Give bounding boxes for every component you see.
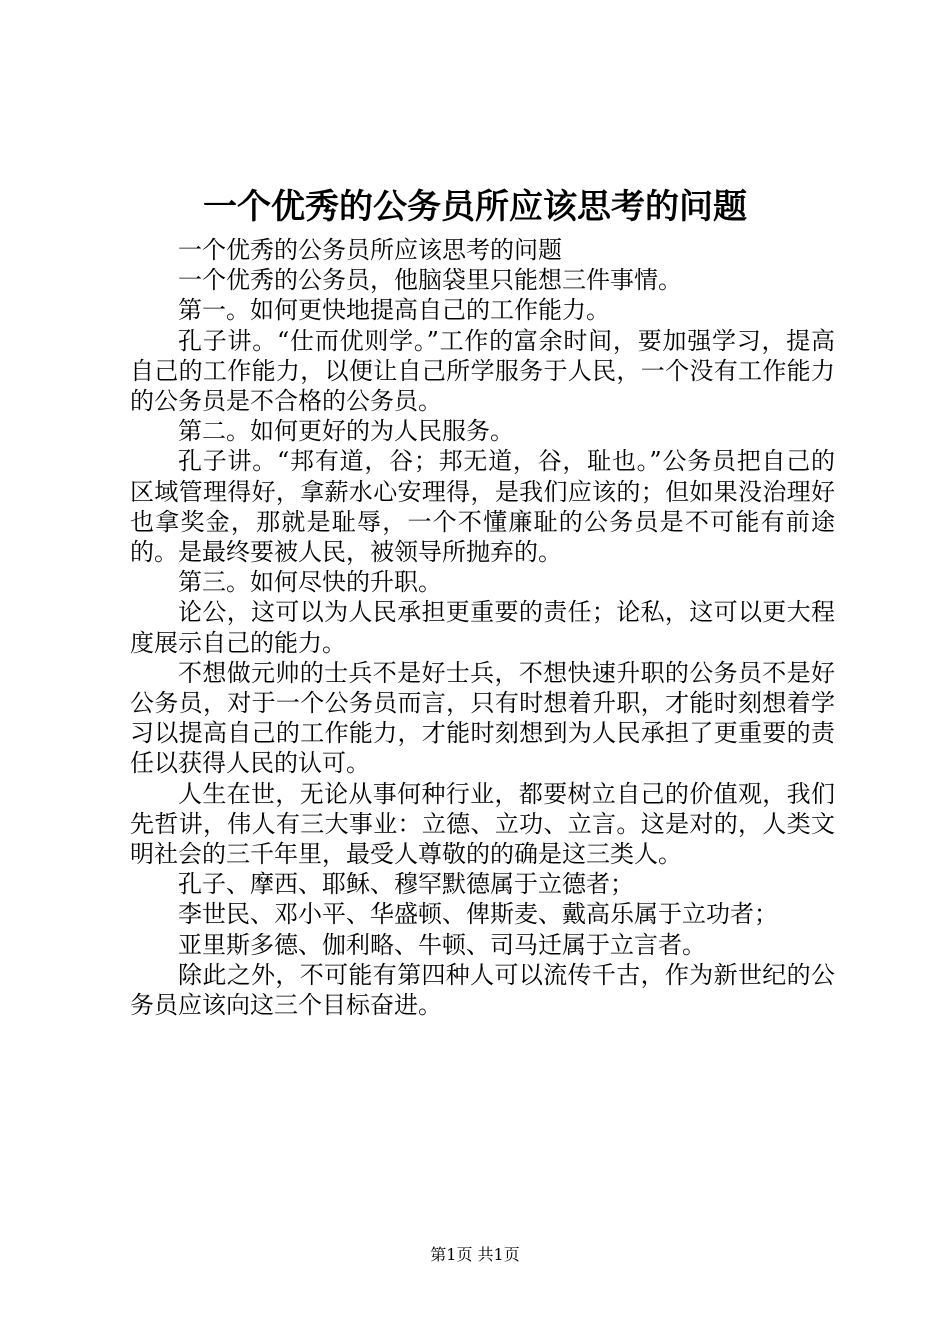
document-body xyxy=(130,235,835,1020)
paragraph: 人生在世，无论从事何种行业，都要树立自己的价值观，我们先哲讲，伟人有三大事业：立德、立功、立言。这是对的，人类文明社会的三千年里，最受人尊敬的的确是这三类人。 xyxy=(130,779,835,869)
paragraph: 孔子、摩西、耶稣、穆罕默德属于立德者； xyxy=(178,870,634,899)
paragraph: 一个优秀的公务员，他脑袋里只能想三件事情。 xyxy=(178,266,682,295)
paragraph: 论公，这可以为人民承担更重要的责任；论私，这可以更大程度展示自己的能力。 xyxy=(130,598,835,657)
paragraph: 第三。如何尽快的升职。 xyxy=(178,568,442,597)
document-title: 一个优秀的公务员所应该思考的问题 xyxy=(203,187,747,227)
paragraph: 李世民、邓小平、华盛顿、俾斯麦、戴高乐属于立功者； xyxy=(178,900,778,929)
paragraph: 第二。如何更好的为人民服务。 xyxy=(178,417,514,446)
paragraph: 不想做元帅的士兵不是好士兵，不想快速升职的公务员不是好公务员，对于一个公务员而言，只有时想着升职，才能时刻想着学习以提高自己的工作能力，才能时刻想到为人民承担了更重要的责任以获得人民的认可。 xyxy=(130,658,835,778)
paragraph: 第一。如何更快地提高自己的工作能力。 xyxy=(178,296,610,325)
paragraph: 孔子讲。“邦有道，谷；邦无道，谷，耻也。”公务员把自己的区域管理得好，拿薪水心安理得，是我们应该的；但如果没治理好也拿奖金，那就是耻辱，一个不懂廉耻的公务员是不可能有前途的。是最终要被人民，被领导所抛弃的。 xyxy=(130,447,835,567)
paragraph: 除此之外，不可能有第四种人可以流传千古，作为新世纪的公务员应该向这三个目标奋进。 xyxy=(130,960,835,1020)
paragraph: 亚里斯多德、伽利略、牛顿、司马迁属于立言者。 xyxy=(178,930,706,959)
paragraph: 孔子讲。“仕而优则学。”工作的富余时间，要加强学习，提高自己的工作能力，以便让自己所学服务于人民，一个没有工作能力的公务员是不合格的公务员。 xyxy=(130,326,835,416)
page-number-footer: 第1页 共1页 xyxy=(430,1245,520,1264)
paragraph: 一个优秀的公务员所应该思考的问题 xyxy=(178,236,562,264)
